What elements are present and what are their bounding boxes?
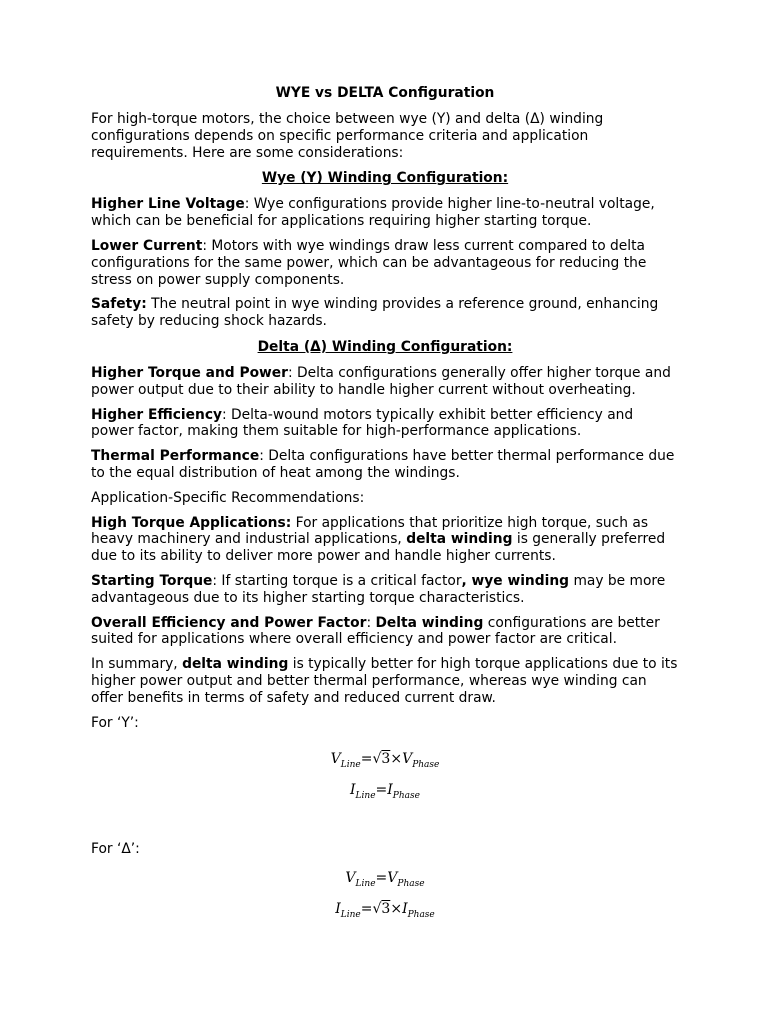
summary-text: is typically better for high torque applications due to its higher power output and better thermal performance, whereas wye winding can offer benefits in terms of safety and reduced current draw. (91, 656, 678, 706)
recommendation-text: : (366, 614, 376, 631)
spacer (91, 811, 679, 833)
recommendation-item (91, 615, 679, 649)
symbol-v: V (402, 751, 413, 768)
equals-sign: = (360, 901, 373, 918)
for-y-label: For ‘Y’: (91, 714, 139, 731)
recommendation-term: Starting Torque (91, 572, 213, 589)
symbol-v: V (345, 870, 356, 887)
subscript-line: Line (340, 910, 361, 921)
recommendation-text: is generally preferred due to its ability to deliver more power and handle higher currents. (91, 531, 666, 565)
equals-sign: = (375, 870, 388, 887)
radicand: 3 (381, 901, 391, 918)
wye-item-sep: : (244, 196, 250, 213)
wye-item-text: The neutral point in wye winding provides a reference ground, enhancing safety by reducing shock hazards. (91, 296, 659, 330)
wye-list (91, 196, 679, 330)
subscript-phase: Phase (392, 791, 420, 802)
recommendation-emphasis: Delta winding (375, 614, 484, 631)
subscript-line: Line (355, 879, 376, 890)
wye-item (91, 196, 679, 230)
document-page (91, 84, 679, 930)
delta-item (91, 407, 679, 441)
recommendations-heading: Application-Specific Recommendations: (91, 489, 365, 506)
recommendation-emphasis: , wye winding (461, 572, 570, 589)
subscript-line: Line (340, 760, 361, 771)
delta-list (91, 365, 679, 482)
intro-paragraph: For high-torque motors, the choice between wye (Y) and delta (Δ) winding configurations depends on specific performance criteria and application requirements. Here are some considerations: (91, 111, 604, 161)
symbol-i: I (387, 782, 393, 799)
delta-item-sep: : (222, 406, 227, 423)
delta-item-term: Higher Torque and Power (91, 364, 288, 381)
recommendation-emphasis: delta winding (406, 531, 513, 548)
wye-voltage-formula (91, 749, 679, 780)
recommendation-term: Overall Efficiency and Power Factor (91, 614, 367, 631)
symbol-v: V (387, 870, 398, 887)
wye-item (91, 238, 679, 288)
subscript-phase: Phase (412, 760, 440, 771)
wye-item-term: Safety: (91, 296, 147, 313)
wye-formulas (91, 749, 679, 811)
document-title: WYE vs DELTA Configuration (275, 85, 495, 101)
sqrt-three (372, 751, 390, 767)
wye-item-sep: : (202, 237, 207, 254)
wye-item-text: Wye configurations provide higher line-to-neutral voltage, which can be beneficial for applications requiring higher starting torque. (91, 196, 655, 230)
wye-item-text: Motors with wye windings draw less current compared to delta configurations for the same power, which can be advantageous for reducing the stress on power supply components. (91, 237, 647, 288)
symbol-i: I (335, 901, 341, 918)
summary-text: In summary, (91, 656, 183, 673)
times-sign: × (390, 901, 403, 918)
radicand: 3 (381, 751, 391, 768)
delta-item-sep: : (259, 448, 264, 465)
wye-item (91, 296, 679, 330)
for-delta-label: For ‘Δ’: (91, 841, 140, 858)
delta-formulas (91, 868, 679, 930)
equals-sign: = (360, 751, 373, 768)
delta-voltage-formula (91, 868, 679, 899)
delta-heading: Delta (Δ) Winding Configuration: (257, 338, 513, 355)
subscript-line: Line (355, 791, 376, 802)
symbol-v: V (330, 751, 341, 768)
summary-paragraph (91, 656, 679, 706)
subscript-phase: Phase (407, 910, 435, 921)
recommendation-text: may be more advantageous due to its higher starting torque characteristics. (91, 572, 666, 606)
root-sign: √ (372, 901, 382, 918)
delta-item (91, 448, 679, 482)
recommendation-text: : If starting torque is a critical factor (212, 572, 462, 589)
equals-sign: = (375, 782, 388, 799)
recommendation-item (91, 573, 679, 607)
recommendation-text: For applications that prioritize high torque, such as heavy machinery and industrial applications, (91, 514, 649, 548)
wye-item-term: Higher Line Voltage (91, 196, 245, 213)
subscript-phase: Phase (397, 879, 425, 890)
delta-item-term: Thermal Performance (91, 448, 260, 465)
summary-emphasis: delta winding (182, 656, 289, 673)
delta-item (91, 365, 679, 399)
delta-item-text: Delta-wound motors typically exhibit better efficiency and power factor, making them suitable for high-performance applications. (91, 406, 634, 440)
wye-item-term: Lower Current (91, 237, 203, 254)
recommendation-item (91, 515, 679, 565)
wye-current-formula (91, 780, 679, 811)
recommendation-text: configurations are better suited for applications where overall efficiency and power factor are critical. (91, 614, 660, 648)
root-sign: √ (372, 751, 382, 768)
delta-item-text: Delta configurations have better thermal performance due to the equal distribution of heat among the windings. (91, 448, 675, 481)
times-sign: × (390, 751, 403, 768)
delta-item-term: Higher Efficiency (91, 406, 223, 423)
symbol-i: I (402, 901, 408, 918)
delta-item-text: Delta configurations generally offer higher torque and power output due to their ability to handle higher current without overheating. (91, 364, 671, 398)
symbol-i: I (350, 782, 356, 799)
delta-item-sep: : (287, 364, 293, 381)
delta-current-formula (91, 899, 679, 930)
wye-heading: Wye (Y) Winding Configuration: (261, 170, 509, 187)
sqrt-three (372, 901, 390, 917)
recommendation-term: High Torque Applications: (91, 514, 292, 531)
